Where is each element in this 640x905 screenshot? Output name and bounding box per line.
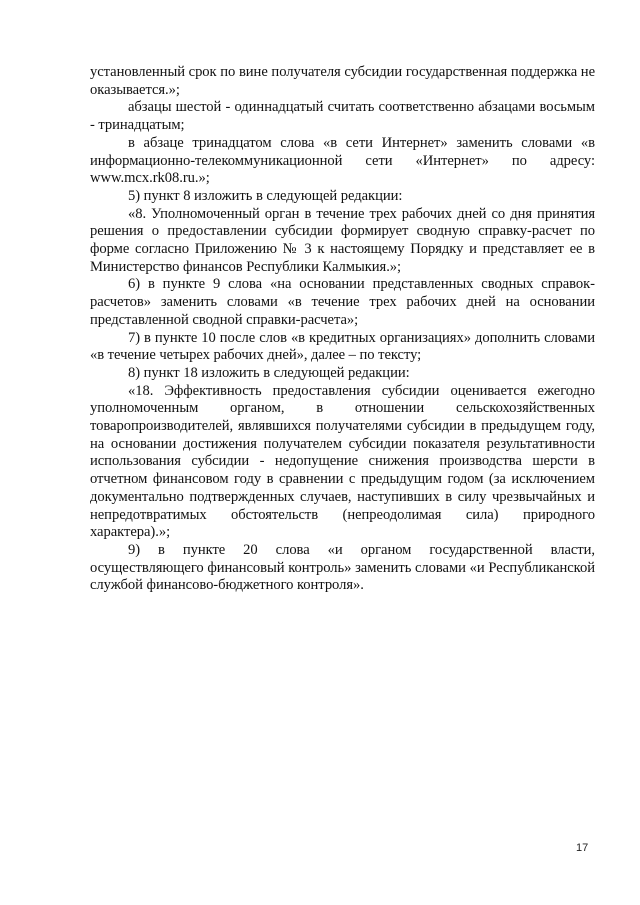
- paragraph-5: «8. Уполномоченный орган в течение трех рабочих дней со дня принятия решения о предоставлении субсидии формирует сводную справку-расчет по форме согласно Приложению № 3 к настоящему Порядку и представляет ее в Министерство финансов Республики Калмыкия.»;: [90, 205, 595, 275]
- page-number: 17: [576, 842, 589, 854]
- paragraph-7: 7) в пункте 10 после слов «в кредитных организациях» дополнить словами «в течение четырех рабочих дней», далее – по тексту;: [90, 329, 595, 364]
- paragraph-1: установленный срок по вине получателя субсидии государственная поддержка не оказывается.»;: [90, 64, 595, 98]
- paragraph-10: 9) в пункте 20 слова «и органом государственной власти, осуществляющего финансовый контроль» заменить словами «и Республиканской службой финансово-бюджетного контроля».: [90, 541, 595, 594]
- paragraph-6: 6) в пункте 9 слова «на основании представленных сводных справок-расчетов» заменить словами «в течение трех рабочих дней на основании представленной сводной справки-расчета»;: [90, 276, 595, 328]
- paragraph-9: «18. Эффективность предоставления субсидии оценивается ежегодно уполномоченным органом, в отношении сельскохозяйственных товаропроизводителей, являвшихся получателями субсидии в предыдущем году, на основании достижения получателем субсидии показателя результативности использования субсидии - недопущение снижения производства шерсти в отчетном финансовом году в сравнении с предыдущим годом (за исключением документально подтвержденных случаев, наступивших в силу чрезвычайных и непредотвратимых обстоятельств (непреодолимая сила) природного характера).»;: [90, 382, 595, 541]
- paragraph-8: 8) пункт 18 изложить в следующей редакции:: [128, 364, 410, 381]
- paragraph-2: абзацы шестой - одиннадцатый считать соответственно абзацами восьмым - тринадцатым;: [90, 99, 595, 134]
- paragraph-3: в абзаце тринадцатом слова «в сети Интернет» заменить словами «в информационно-телекоммуникационной сети «Интернет» по адресу: www.mcx.rk08.ru.»;: [90, 134, 595, 187]
- paragraph-4: 5) пункт 8 изложить в следующей редакции:: [128, 187, 403, 204]
- document-body: [90, 64, 595, 595]
